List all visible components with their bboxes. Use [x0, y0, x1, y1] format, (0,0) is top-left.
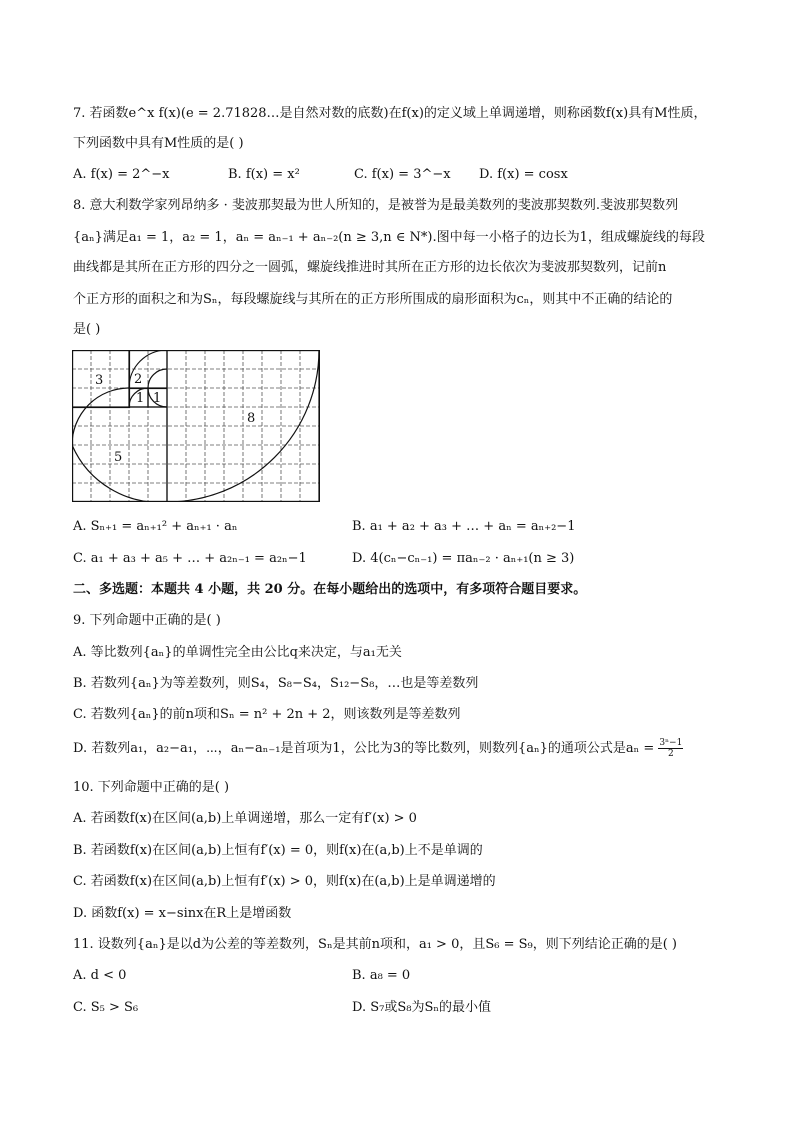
q9-option-a: A. 等比数列{aₙ}的单调性完全由公比q来决定，与a₁无关: [73, 645, 402, 660]
q10-stem: 10. 下列命题中正确的是( ): [73, 780, 230, 795]
q7-stem-line2: 下列函数中具有M性质的是( ): [73, 136, 244, 151]
q8-stem-line4: 个正方形的面积之和为Sₙ，每段螺旋线与其所在的正方形所围成的扇形面积为cₙ，则其中不正确的结论的: [73, 292, 673, 307]
fibonacci-spiral-svg: [72, 350, 320, 502]
q10-option-d: D. 函数f(x) = x−sinx在R上是增函数: [73, 906, 292, 921]
q9-stem: 9. 下列命题中正确的是( ): [73, 613, 221, 628]
q8-stem-line1: 8. 意大利数学家列昂纳多 · 斐波那契最为世人所知的，是被誉为是最美数列的斐波那契数列.斐波那契数列: [73, 198, 679, 213]
q8-stem-line3: 曲线都是其所在正方形的四分之一圆弧，螺旋线推进时其所在正方形的边长依次为斐波那契数列，记前n: [73, 260, 667, 275]
square-label-2: 2: [134, 372, 143, 387]
q8-option-c: C. a₁ + a₃ + a₅ + … + a₂ₙ₋₁ = a₂ₙ−1: [73, 551, 307, 566]
fibonacci-spiral-figure: [72, 350, 320, 502]
square-label-1a: 1: [136, 391, 145, 406]
q7-option-c: C. f(x) = 3^−x: [354, 167, 451, 182]
q9-option-d: [73, 738, 683, 759]
fraction-numerator: 3ⁿ−1: [659, 738, 683, 748]
square-label-3: 3: [95, 373, 104, 388]
q11-stem: 11. 设数列{aₙ}是以d为公差的等差数列，Sₙ是其前n项和，a₁ > 0，且S₆ = S₉，则下列结论正确的是( ): [73, 937, 678, 952]
q11-option-a: A. d < 0: [73, 968, 127, 983]
q8-option-b: B. a₁ + a₂ + a₃ + … + aₙ = aₙ₊₂−1: [352, 519, 576, 534]
q8-option-d: D. 4(cₙ−cₙ₋₁) = πaₙ₋₂ · aₙ₊₁(n ≥ 3): [352, 551, 575, 566]
q9-option-c: C. 若数列{aₙ}的前n项和Sₙ = n² + 2n + 2，则该数列是等差数列: [73, 707, 461, 722]
q8-stem-line5: 是( ): [73, 322, 101, 337]
q10-option-a: A. 若函数f(x)在区间(a,b)上单调递增，那么一定有f′(x) > 0: [73, 811, 417, 826]
q9-option-b: B. 若数列{aₙ}为等差数列，则S₄，S₈−S₄，S₁₂−S₈，…也是等差数列: [73, 676, 479, 691]
square-labels: [95, 372, 255, 465]
q7-option-d: D. f(x) = cosx: [479, 167, 568, 182]
q11-option-b: B. a₈ = 0: [352, 968, 411, 983]
q7-option-a: A. f(x) = 2^−x: [73, 167, 170, 182]
q11-option-c: C. S₅ > S₆: [73, 1000, 139, 1015]
square-label-5: 5: [114, 450, 123, 465]
q8-stem-line2: {aₙ}满足a₁ = 1，a₂ = 1，aₙ = aₙ₋₁ + aₙ₋₂(n ≥ 3,n ∈ N*).图中每一小格子的边长为1，组成螺旋线的每段: [73, 230, 705, 245]
fraction-denominator: 2: [668, 749, 674, 759]
section-two-title: 二、多选题：本题共 4 小题，共 20 分。在每小题给出的选项中，有多项符合题目要求。: [73, 582, 587, 597]
q10-option-c: C. 若函数f(x)在区间(a,b)上恒有f′(x) > 0，则f(x)在(a,b)上是单调递增的: [73, 874, 496, 889]
square-label-1b: 1: [153, 391, 162, 406]
square-label-8: 8: [247, 411, 256, 426]
q10-option-b: B. 若函数f(x)在区间(a,b)上恒有f′(x) = 0，则f(x)在(a,b)上不是单调的: [73, 843, 483, 858]
q9-option-d-fraction: [658, 738, 683, 759]
q11-option-d: D. S₇或S₈为Sₙ的最小值: [352, 1000, 491, 1015]
q7-option-b: B. f(x) = x²: [228, 167, 300, 182]
q7-stem-line1: 7. 若函数e^x f(x)(e = 2.71828…是自然对数的底数)在f(x)的定义域上单调递增，则称函数f(x)具有M性质，: [73, 106, 707, 121]
q9-option-d-text: D. 若数列a₁，a₂−a₁，⋯，aₙ−aₙ₋₁是首项为1，公比为3的等比数列，则数列{aₙ}的通项公式是aₙ =: [73, 741, 659, 756]
q8-option-a: A. Sₙ₊₁ = aₙ₊₁² + aₙ₊₁ · aₙ: [73, 519, 238, 534]
dashed-grid: [72, 350, 320, 502]
